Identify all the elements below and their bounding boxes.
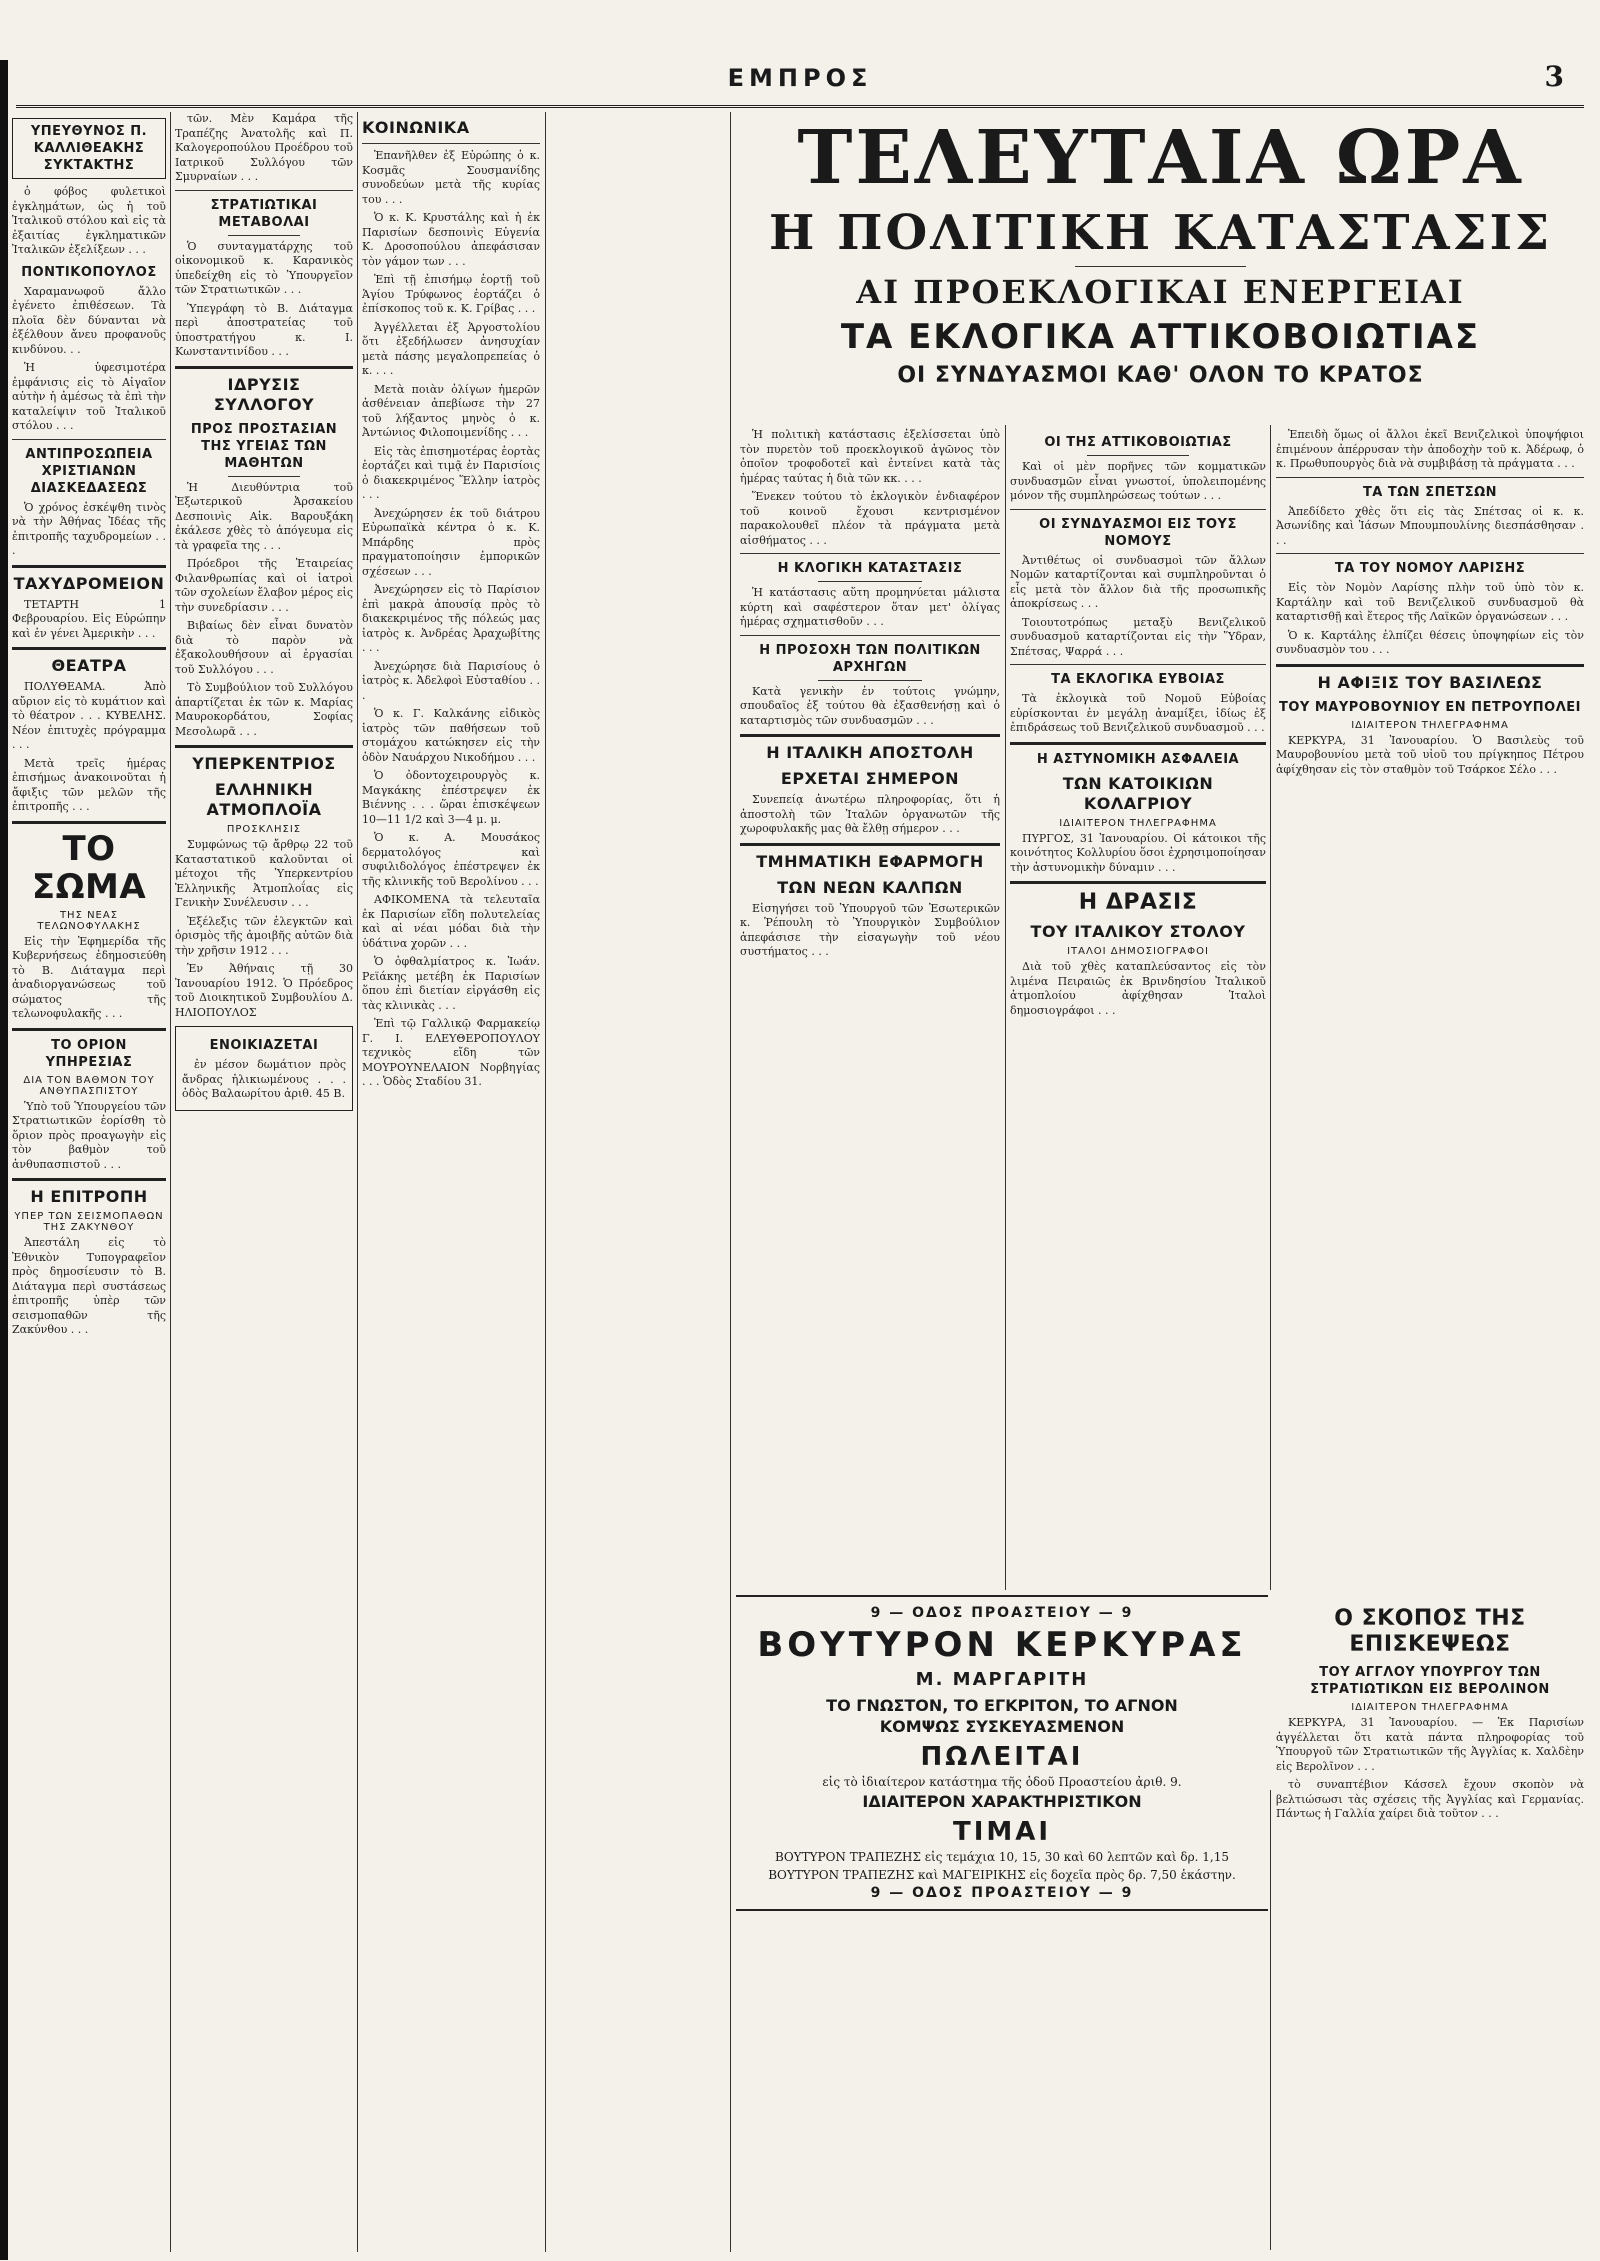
article-text: Ἡ κατάστασις αὕτη προμηνύεται μάλιστα κύρτη καὶ σαφέστερον ὅταν μετ' ὀλίγας ἡμέρας σχηματισθοῦν . . .	[740, 586, 1000, 628]
article-text: ΠΥΡΓΟΣ, 31 Ἰανουαρίου. Οἱ κάτοικοι τῆς κοινότητος Κολλυρίου ὅσοι ἐχρησιμοποίησαν τὴν ἀστυνομικὴν δύναμιν . . .	[1010, 831, 1266, 874]
article-text: Χαραμανωφοῦ ἄλλο ἐγένετο ἐπιθέσεων. Τὰ πλοῖα δὲν δύνανται νὰ ἐξέλθουν ἄνευ προφανοῦς κινδύνου. . .	[12, 284, 166, 356]
ad-sale-heading: ΠΩΛΕΙΤΑΙ	[920, 1742, 1084, 1772]
article-text: Εἰς τὰς ἐπισημοτέρας ἑορτὰς ἑορτάζει καὶ τιμᾷ ἐν Παρισίοις ὁ διακεκριμένος Ἕλλην ἰατρὸς . . .	[362, 444, 540, 501]
column-rule	[545, 112, 546, 2252]
article-text: Ἀντιθέτως οἱ συνδυασμοὶ τῶν ἄλλων Νομῶν καταρτίζονται καὶ συμπληροῦνται ὁ εἷς μετὰ τὸν ἄλλον διὰ τῆς προσωπικῆς ἀποκρίσεως . . .	[1010, 553, 1266, 610]
headline-secondary: Η ΠΟΛΙΤΙΚΗ ΚΑΤΑΣΤΑΣΙΣ	[769, 205, 1552, 261]
section-heading: ΤΟ ΣΩΜΑ	[31, 828, 147, 907]
headline-block	[733, 112, 1588, 395]
section-heading: ΟΙ ΣΥΝΔΥΑΣΜΟΙ ΕΙΣ ΤΟΥΣ ΝΟΜΟΥΣ	[1039, 516, 1237, 549]
section-heading: ΤΑ ΤΟΥ ΝΟΜΟΥ ΛΑΡΙΣΗΣ	[1334, 561, 1526, 576]
section-subheading: ΤΩΝ ΝΕΩΝ ΚΑΛΠΩΝ	[777, 877, 963, 897]
article-text: ΚΕΡΚΥΡΑ, 31 Ἰανουαρίου. Ὁ Βασιλεὺς τοῦ Μαυροβουνίου μετὰ τοῦ υἱοῦ του πρίγκηπος Πέτρου ἀφίχθησαν εἰς τὸν σταθμὸν τοῦ Τσάρκοε Σέλο . . .	[1276, 733, 1584, 776]
article-text: Συμφώνως τῷ ἄρθρῳ 22 τοῦ Καταστατικοῦ καλοῦνται οἱ μέτοχοι τῆς Ὑπερκεντρίου Ἑλληνικῆς Ἀτμοπλοΐας εἰς Γενικὴν Συνέλευσιν . . .	[175, 838, 353, 909]
article-text: Εἰς τὴν Ἐφημερίδα τῆς Κυβερνήσεως ἐδημοσιεύθη τὸ Β. Διάταγμα περὶ ἀναδιοργανώσεως τοῦ σώματος τῆς τελωνοφυλακῆς . . .	[12, 934, 166, 1020]
article-text: Τὸ Συμβούλιον τοῦ Συλλόγου ἀπαρτίζεται ἐκ τῶν κ. Μαρίας Μαυροκορδάτου, Σοφίας Μεσολωρᾶ . . .	[175, 681, 353, 738]
section-label: ΠΡΟΣΚΛΗΣΙΣ	[226, 824, 302, 835]
section-heading: ΥΠΕΡΚΕΝΤΡΙΟΣ	[192, 754, 336, 773]
ad-price-1: ΒΟΥΤΥΡΟΝ ΤΡΑΠΕΖΗΣ εἰς τεμάχια 10, 15, 30 καὶ 60 λεπτῶν καὶ δρ. 1,15	[775, 1850, 1229, 1864]
section-heading: Η ΑΣΤΥΝΟΜΙΚΗ ΑΣΦΑΛΕΙΑ	[1036, 751, 1240, 767]
article-text: Μετὰ τρεῖς ἡμέρας ἐπισήμως ἀνακοινοῦται ἡ ἄφιξις τῶν μελῶν τῆς ἐπιτροπῆς . . .	[12, 756, 166, 813]
column-6	[1276, 428, 1584, 1588]
binding-edge	[0, 60, 8, 2260]
column-4	[740, 428, 1000, 1588]
section-heading: Η ΕΠΙΤΡΟΠΗ	[30, 1187, 148, 1206]
column-rule	[1270, 1790, 1271, 2250]
ad-packaging: ΚΟΜΨΩΣ ΣΥΣΚΕΥΑΣΜΕΝΟΝ	[879, 1717, 1125, 1736]
article-text: Ἀνεχώρησε διὰ Παρισίους ὁ ἰατρὸς κ. Ἀδελφοὶ Εὐσταθίου . . .	[362, 659, 540, 702]
article-text: Ὁ κ. Α. Μουσάκος δερματολόγος καὶ συφιλιδολόγος ἐπέστρεψεν ἐκ τῆς κλινικῆς τοῦ Βερολίνου . . .	[362, 831, 540, 888]
section-heading: Η ΠΡΟΣΟΧΗ ΤΩΝ ΠΟΛΙΤΙΚΩΝ ΑΡΧΗΓΩΝ	[759, 642, 981, 675]
section-heading: Ο ΣΚΟΠΟΣ ΤΗΣ ΕΠΙΣΚΕΨΕΩΣ	[1334, 1606, 1526, 1657]
section-subheading: ΤΟΥ ΜΑΥΡΟΒΟΥΝΙΟΥ ΕΝ ΠΕΤΡΟΥΠΟΛΕΙ	[1278, 699, 1582, 715]
article-text: ΠΟΛΥΘΕΑΜΑ. Ἀπὸ αὔριον εἰς τὸ κυμάτιον καὶ τὸ θέατρον . . . ΚΥΒΕΛΗΣ. Νέον ἐπιτυχὲς πρόγραμμα . . .	[12, 680, 166, 751]
section-heading: ΣΤΡΑΤΙΩΤΙΚΑΙ ΜΕΤΑΒΟΛΑΙ	[210, 197, 318, 230]
article-text: Ἐπειδὴ ὅμως οἱ ἄλλοι ἐκεῖ Βενιζελικοὶ ὑποψήφιοι ἐπιμένουν ἀπέρρυσαν τὴν ἀποδοχὴν τοῦ κ. Ἀδέρωφ, ὁ κ. Πρωθυπουργὸς διὰ νὰ συμβιβάσῃ τὰ πράγματα . . .	[1276, 428, 1584, 470]
article-text: Ὁ ὀδοντοχειρουργὸς κ. Μαγκάκης ἐπέστρεψεν ἐκ Βιέννης . . . ὥραι ἐπισκέψεων 10—11 1/2 καὶ 3—4 μ. μ.	[362, 769, 540, 826]
masthead-rule	[16, 105, 1584, 108]
article-text: Ἐπὶ τῇ ἐπισήμῳ ἑορτῇ τοῦ Ἁγίου Τρύφωνος ἐορτάζει ὁ ἐπίσκοπος τοῦ κ. Κ. Γρίβας . . .	[362, 273, 540, 315]
article-text: ὁ φόβος φυλετικοὶ ἐγκλημάτων, ὡς ἡ τοῦ Ἰταλικοῦ στόλου καὶ εἰς τὰ ἐξαιτίας ἐγκληματικῶν Ἰταλικῶν ἐξελίξεων . . .	[12, 185, 166, 256]
section-heading: ΚΟΙΝΩΝΙΚΑ	[362, 118, 470, 137]
section-subheading: ΤΟΥ ΙΤΑΛΙΚΟΥ ΣΤΟΛΟΥ	[1030, 922, 1246, 941]
section-label: ΙΤΑΛΟΙ ΔΗΜΟΣΙΟΓΡΑΦΟΙ	[1067, 946, 1209, 957]
article-text: Εἰσηγήσει τοῦ Ὑπουργοῦ τῶν Ἐσωτερικῶν κ. Ῥέπουλη τὸ Ὑπουργικὸν Συμβούλιον ἀπεφάσισε τὴν εἰσαγωγὴν τοῦ νέου συστήματος . . .	[740, 901, 1000, 958]
butter-advertisement	[736, 1595, 1268, 1911]
ad-address-bottom: 9 — ΟΔΟΣ ΠΡΟΑΣΤΕΙΟΥ — 9	[870, 1885, 1134, 1901]
section-heading: ΤΜΗΜΑΤΙΚΗ ΕΦΑΡΜΟΓΗ	[756, 851, 984, 871]
ad-owner: Μ. ΜΑΡΓΑΡΙΤΗ	[915, 1669, 1089, 1690]
headline-main: ΤΕΛΕΥΤΑΙΑ ΩΡΑ	[797, 115, 1524, 201]
article-text: Ἀπεστάλη εἰς τὸ Ἐθνικὸν Τυπογραφεῖον πρὸς δημοσίευσιν τὸ Β. Διάταγμα περὶ συστάσεως ἐπιτροπῆς ὑπὲρ τῶν σεισμοπαθῶν τῆς Ζακύνθου . . .	[12, 1236, 166, 1336]
article-text: Ἡ ὑφεσιμοτέρα ἐμφάνισις εἰς τὸ Αἰγαῖον αὐτὴν ἡ ἀμέσως τὰ ἐπὶ τὴν καταλείψιν τοῦ Ἰταλικοῦ στόλου . . .	[12, 361, 166, 432]
article-text: Ὑπὸ τοῦ Ὑπουργείου τῶν Στρατιωτικῶν ἐορίσθη τὸ ὅριον πρὸς προαγωγὴν εἰς τὸν βαθμὸν τοῦ ἀνθυπασπιστοῦ . . .	[12, 1099, 166, 1171]
column-1	[12, 112, 166, 2252]
section-heading: ΑΝΤΙΠΡΟΣΩΠΕΙΑ ΧΡΙΣΤΙΑΝΩΝ ΔΙΑΣΚΕΔΑΣΕΩΣ	[25, 446, 153, 496]
column-rule	[1005, 425, 1006, 1590]
section-subheading: ΤΗΣ ΝΕΑΣ ΤΕΛΩΝΟΦΥΛΑΚΗΣ	[37, 909, 141, 932]
section-heading: ΤΑ ΕΚΛΟΓΙΚΑ ΕΥΒΟΙΑΣ	[1051, 672, 1225, 687]
article-text: Συνεπείᾳ ἀνωτέρω πληροφορίας, ὅτι ἡ ἀποστολὴ τῶν Ἰταλῶν ὀργανωτῶν τῆς χωροφυλακῆς μας θὰ ἔλθῃ σήμερον . . .	[740, 793, 1000, 835]
section-heading: Η ΔΡΑΣΙΣ	[1078, 890, 1198, 915]
article-text: Τὰ ἐκλογικὰ τοῦ Νομοῦ Εὐβοίας εὑρίσκονται ἐν μεγάλῃ ἀναμίξει, ἰδίως ἐξ ἐπιδράσεως τοῦ Βενιζελικοῦ συνδυασμοῦ . . .	[1010, 692, 1266, 734]
article-text: Ἀνεχώρησεν ἐκ τοῦ διάτρου Εὐρωπαϊκὰ κέντρα ὁ κ. Κ. Μπάρδης πρὸς πραγματοποίησιν ἐμπορικῶν σχέσεων . . .	[362, 506, 540, 578]
article-text: Ἡ Διευθύντρια τοῦ Ἐξωτερικοῦ Ἀρσακείου Δεσποινὶς Αἰκ. Βαρουξάκη ἐκάλεσε χθὲς τὸ ἀπόγευμα εἰς τὰ γραφεῖα της . . .	[175, 480, 353, 552]
section-label: ΙΔΙΑΙΤΕΡΟΝ ΤΗΛΕΓΡΑΦΗΜΑ	[1351, 719, 1509, 731]
ad-sale-text: εἰς τὸ ἰδιαίτερον κατάστημα τῆς ὁδοῦ Προαστείου ἀριθ. 9.	[822, 1775, 1182, 1789]
classified-heading: ΕΝΟΙΚΙΑΖΕΤΑΙ	[209, 1038, 319, 1053]
column-rule	[170, 112, 171, 2252]
article-text: Ἕνεκεν τούτου τὸ ἐκλογικὸν ἐνδιαφέρον τοῦ κοινοῦ ἔχουσι κεντρισμένον παρακολουθεῖ πλέον τὰ πράγματα μετὰ αἰσθήματος . . .	[740, 490, 1000, 547]
section-heading: ΤΟ ΟΡΙΟΝ ΥΠΗΡΕΣΙΑΣ	[45, 1037, 133, 1070]
classified-text: ἐν μέσον δωμάτιον πρὸς ἄνδρας ἡλικιωμένους . . . ὁδὸς Βαλαωρίτου ἀριθ. 45 Β.	[182, 1058, 346, 1100]
ad-title: ΒΟΥΤΥΡΟΝ ΚΕΡΚΥΡΑΣ	[757, 1625, 1247, 1665]
section-subheading: ΕΡΧΕΤΑΙ ΣΗΜΕΡΟΝ	[780, 769, 960, 788]
section-subheading: ΕΛΛΗΝΙΚΗ ΑΤΜΟΠΛΟΪΑ	[206, 780, 322, 819]
article-text: Κατὰ γενικὴν ἐν τούτοις γνώμην, σπουδαῖος ἐξ τούτου θὰ ἐξασθενήσῃ καὶ ὁ καταρτισμὸς τῶν συνδυασμῶν . . .	[740, 684, 1000, 727]
column-3	[362, 112, 540, 2252]
article-text: Ὁ ὀφθαλμίατρος κ. Ἰωάν. Ρεϊάκης μετέβη ἐκ Παρισίων ὅπου ἐπὶ διετίαν εἰργάσθη εἰς τὰς κλινικὰς . . .	[362, 955, 540, 1012]
section-subheading: ΤΟΥ ΑΓΓΛΟΥ ΥΠΟΥΡΓΟΥ ΤΩΝ ΣΤΡΑΤΙΩΤΙΚΩΝ ΕΙΣ ΒΕΡΟΛΙΝΟΝ	[1310, 1665, 1550, 1697]
section-subheading: ΥΠΕΡ ΤΩΝ ΣΕΙΣΜΟΠΑΘΩΝ ΤΗΣ ΖΑΚΥΝΘΟΥ	[14, 1211, 164, 1233]
article-text: Ὁ κ. Καρτάλης ἐλπίζει θέσεις ὑποψηφίων εἰς τὸν συνδυασμὸν του . . .	[1276, 628, 1584, 656]
article-text: Ἀγγέλλεται ἐξ Ἀργοστολίου ὅτι ἐξεδήλωσεν ἀνησυχίαν μετὰ πάσης μεγαλοπρεπείας ὁ κ. . . .	[362, 320, 540, 377]
ad-address-top: 9 — ΟΔΟΣ ΠΡΟΑΣΤΕΙΟΥ — 9	[870, 1605, 1134, 1621]
article-text: Τοιουτοτρόπως μεταξὺ Βενιζελικοῦ συνδυασμοῦ καταρτίζονται εἰς τὴν Ὕδραν, Σπέτσας, Ψαρρά . . .	[1010, 615, 1266, 658]
section-subheading: ΔΙΑ ΤΟΝ ΒΑΘΜΟΝ ΤΟΥ ΑΝΘΥΠΑΣΠΙΣΤΟΥ	[23, 1074, 155, 1097]
article-text: Πρόεδροι τῆς Ἑταιρείας Φιλανθρωπίας καὶ οἱ ἰατροὶ τῶν σχολείων ἔλαβον μέρος εἰς τὴν συνεδρίασιν . . .	[175, 557, 353, 614]
article-text: Ὁ συνταγματάρχης τοῦ οἰκονομικοῦ κ. Καρανικὸς ὑπεδείχθη εἰς τὸ Ὑπουργεῖον τῶν Στρατιωτικῶν . . .	[175, 239, 353, 296]
ad-prices-heading: ΤΙΜΑΙ	[952, 1817, 1052, 1847]
headline-third: ΑΙ ΠΡΟΕΚΛΟΓΙΚΑΙ ΕΝΕΡΓΕΙΑΙ	[856, 273, 1465, 311]
section-label: ΙΔΙΑΙΤΕΡΟΝ ΤΗΛΕΓΡΑΦΗΜΑ	[1059, 817, 1217, 829]
article-text: Εἰς τὸν Νομὸν Λαρίσης πλὴν τοῦ ὑπὸ τὸν κ. Καρτάλην καὶ τοῦ Βενιζελικοῦ συνδυασμοῦ θὰ καταρτισθῇ καὶ ἕτερος τῆς Λαϊκῶν ὀργανώσεων . . .	[1276, 581, 1584, 623]
article-text: τῶν. Μὲν Καμάρα τῆς Τραπέζης Ἀνατολῆς καὶ Π. Καλογεροπούλου Προέδρου τοῦ Ιατρικοῦ Συλλόγου τῶν Σμυρναίων . . .	[175, 112, 353, 183]
paper-name: ΕΜΠΡΟΣ	[727, 64, 873, 92]
ad-price-2: ΒΟΥΤΥΡΟΝ ΤΡΑΠΕΖΗΣ καὶ ΜΑΓΕΙΡΙΚΗΣ εἰς δοχεῖα πρὸς δρ. 7,50 ἑκάστην.	[768, 1868, 1236, 1882]
section-heading: ΘΕΑΤΡΑ	[51, 656, 127, 675]
section-heading: Η ΚΛΟΓΙΚΗ ΚΑΤΑΣΤΑΣΙΣ	[777, 561, 963, 576]
section-heading: ΙΔΡΥΣΙΣ ΣΥΛΛΟΓΟΥ	[213, 374, 315, 414]
column-rule	[730, 112, 731, 2252]
article-text: τὸ συναπτέβιον Κάσσελ ἔχουν σκοπὸν νὰ βελτιώσωσι τὰς σχέσεις τῆς Ἀγγλίας καὶ Γερμανίας. Πάντως ἡ Γαλλία χαίρει διὰ τοῦτον . . .	[1276, 1778, 1584, 1820]
ad-slogan: ΤΟ ΓΝΩΣΤΟΝ, ΤΟ ΕΓΚΡΙΤΟΝ, ΤΟ ΑΓΝΟΝ	[826, 1696, 1178, 1715]
section-heading: ΟΙ ΤΗΣ ΑΤΤΙΚΟΒΟΙΩΤΙΑΣ	[1044, 435, 1232, 450]
section-heading: Η ΑΦΙΞΙΣ ΤΟΥ ΒΑΣΙΛΕΩΣ	[1317, 672, 1543, 692]
article-text: Καὶ οἱ μὲν πορῆνες τῶν κομματικῶν συνδυασμῶν εἶναι γνωστοί, ὑπολειπομένης μόνον τῆς συμπληρώσεως τούτων . . .	[1010, 460, 1266, 502]
column-2	[175, 112, 353, 2252]
article-text: Βιβαίως δὲν εἶναι δυνατὸν διὰ τὸ παρὸν νὰ ἐξακολουθήσουν αἱ ἐργασίαι τοῦ Συλλόγου . . .	[175, 619, 353, 676]
article-text: Διὰ τοῦ χθὲς καταπλεύσαντος εἰς τὸν λιμένα Πειραιῶς ἐκ Βρινδησίου Ἰταλικοῦ ἀτμοπλοίου ἀφίχθησαν Ἰταλοὶ δημοσιογράφοι . . .	[1010, 960, 1266, 1017]
column-rule	[1270, 425, 1271, 1590]
article-text: Ἐν Ἀθήναις τῇ 30 Ἰανουαρίου 1912. Ὁ Πρόεδρος τοῦ Διοικητικοῦ Συμβουλίου Δ. ΗΛΙΟΠΟΥΛΟΣ	[175, 962, 353, 1019]
article-text: Ὁ χρόνος ἐσκέψθη τινὸς νὰ τὴν Ἀθήνας Ἰδέας τῆς ἐπιτροπῆς ταχυδρομείων . . .	[12, 500, 166, 557]
article-text: Ἡ πολιτικὴ κατάστασις ἐξελίσσεται ὑπὸ τὸν πυρετὸν τοῦ προεκλογικοῦ ἀγῶνος τὸν ὁποῖον τροφοδοτεῖ καὶ ἐντείνει κατὰ τὰς ἡμέρας ταύτας ἡ διὰ τῶν κκ. . . .	[740, 428, 1000, 485]
section-heading: ΤΑΧΥΔΡΟΜΕΙΟΝ	[13, 573, 165, 593]
section-label: ΙΔΙΑΙΤΕΡΟΝ ΤΗΛΕΓΡΑΦΗΜΑ	[1351, 1702, 1509, 1713]
article-text: Ὁ κ. Γ. Καλκάνης εἰδικὸς ἰατρὸς τῶν παθήσεων τοῦ στομάχου κατώκησεν εἰς τὴν ὁδὸν Ναυάρχου Νικοδήμου . . .	[362, 707, 540, 764]
article-text: Ἀπεδίδετο χθὲς ὅτι εἰς τὰς Σπέτσας οἱ κ. κ. Ἀσωνίδης καὶ Ἰάσων Μπουμπουλίνης διεσπάσθησαν . . .	[1276, 504, 1584, 547]
article-text: Ἐπὶ τῷ Γαλλικῷ Φαρμακείῳ Γ. Ι. ΕΛΕΥΘΕΡΟΠΟΥΛΟΥ τεχνικὸς εἴδη τῶν ΜΟΥΡΟΥΝΕΛΑΙΟΝ Νορβηγίας . . . Ὁδὸς Σταδίου 31.	[362, 1017, 540, 1088]
column-rule	[357, 112, 358, 2252]
section-heading: Η ΙΤΑΛΙΚΗ ΑΠΟΣΤΟΛΗ	[766, 743, 974, 762]
page-number: 3	[1544, 60, 1564, 93]
headline-fifth: ΟΙ ΣΥΝΔΥΑΣΜΟΙ ΚΑΘ' ΟΛΟΝ ΤΟ ΚΡΑΤΟΣ	[897, 363, 1424, 388]
article-text: Ὁ κ. Κ. Κρυστάλης καὶ ἡ ἐκ Παρισίων δεσποινὶς Εὐγενία Κ. Δροσοπούλου ἀπεφάσισαν τὸν γάμον των . . .	[362, 211, 540, 268]
section-heading: ΤΑ ΤΩΝ ΣΠΕΤΣΩΝ	[1362, 484, 1498, 500]
article-text: ΚΕΡΚΥΡΑ, 31 Ἰανουαρίου. — Ἐκ Παρισίων ἀγγέλλεται ὅτι κατὰ πάντα πληροφορίας τοῦ Ὑπουργοῦ τῶν Στρατιωτικῶν τῆς Ἀγγλίας κ. Χαλδὲην εἰς Βερολῖνον . . .	[1276, 1716, 1584, 1773]
article-text: Μετὰ ποιὰν ὀλίγων ἡμερῶν ἀσθένειαν ἀπεβίωσε τὴν 27 τοῦ λήξαντος μηνὸς ὁ κ. Ἀντώνιος Φιλοποιμενίδης . . .	[362, 382, 540, 439]
article-text: Ἀνεχώρησεν εἰς τὸ Παρίσιον ἐπὶ μακρὰ ἀπουσίᾳ πρὸς τὸ διακεκριμένος τῆς πόλεώς μας ἰατρὸς κ. Ἀνδρέας Ἀραχωβίτης . . .	[362, 583, 540, 654]
article-text: ΑΦΙΚΟΜΕΝΑ τὰ τελευταῖα ἐκ Παρισίων εἴδη πολυτελείας καὶ αἱ νέαι μόδαι διὰ τὴν ὑδάτινα χορῶν . . .	[362, 893, 540, 950]
article-text: ΤΕΤΑΡΤΗ 1 Φεβρουαρίου. Εἰς Εὐρώπην καὶ ἐν γένει Ἀμερικὴν . . .	[12, 597, 166, 640]
section-subheading: ΤΩΝ ΚΑΤΟΙΚΙΩΝ ΚΟΛΑΓΡΙΟΥ	[1062, 773, 1214, 813]
ad-characteristic: ΙΔΙΑΙΤΕΡΟΝ ΧΑΡΑΚΤΗΡΙΣΤΙΚΟΝ	[862, 1792, 1142, 1811]
editor-box: ΥΠΕΥΘΥΝΟΣ Π. ΚΑΛΛΙΘΕΑΚΗΣ ΣΥΚΤΑΚΤΗΣ	[12, 118, 166, 179]
article-text: Ἐπανῆλθεν ἐξ Εὐρώπης ὁ κ. Κοσμᾶς Σουσμανίδης συνοδεύων μετὰ τῆς κυρίας του . . .	[362, 149, 540, 206]
section-subheading: ΠΡΟΣ ΠΡΟΣΤΑΣΙΑΝ ΤΗΣ ΥΓΕΙΑΣ ΤΩΝ ΜΑΘΗΤΩΝ	[190, 421, 338, 471]
section-heading: ΠΟΝΤΙΚΟΠΟΥΛΟΣ	[21, 264, 157, 280]
article-text: Ἐξέλεξις τῶν ἐλεγκτῶν καὶ ὁρισμὸς τῆς ἀμοιβῆς αὐτῶν διὰ τὴν χρῆσιν 1912 . . .	[175, 914, 353, 957]
visit-article	[1276, 1600, 1584, 2250]
headline-fourth: ΤΑ ΕΚΛΟΓΙΚΑ ΑΤΤΙΚΟΒΟΙΩΤΙΑΣ	[840, 317, 1481, 357]
masthead	[16, 52, 1584, 110]
column-5	[1010, 428, 1266, 1588]
article-text: Ὑπεγράφη τὸ Β. Διάταγμα περὶ ἀποστρατείας τοῦ ὑποστρατήγου κ. Ι. Κωνσταντινίδου . . .	[175, 301, 353, 358]
classified-ad	[175, 1026, 353, 1111]
